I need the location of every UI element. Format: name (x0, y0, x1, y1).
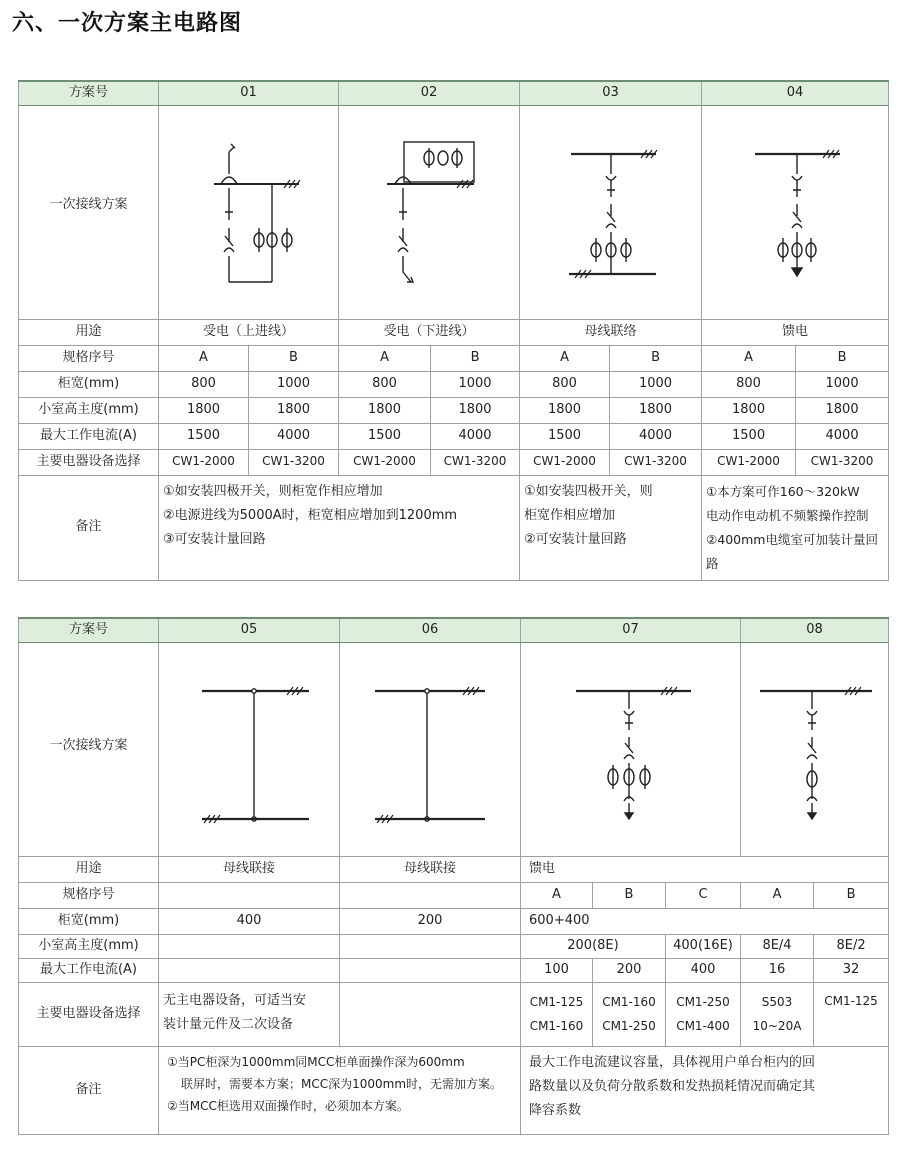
current-cell: 1500 (520, 423, 610, 449)
spec-cell: B (249, 345, 339, 371)
device-line: S503 (761, 995, 793, 1009)
note-line: 联屏时，需要本方案；MCC深为1000mm时，无需加方案。 (181, 1076, 503, 1091)
usage-cell: 母线联络 (520, 319, 702, 345)
current-cell: 4000 (796, 423, 889, 449)
scheme-number: 06 (340, 618, 521, 642)
width-cell: 200 (340, 908, 521, 934)
note-line: 降容系数 (529, 1102, 582, 1118)
width-cell: 800 (702, 371, 796, 397)
usage-cell: 母线联接 (159, 856, 340, 882)
circuit-02-svg (369, 132, 489, 292)
current-cell: 4000 (610, 423, 702, 449)
width-cell: 1000 (610, 371, 702, 397)
circuit-diagram-02 (339, 105, 520, 319)
height-cell: 200(8E) (521, 934, 666, 958)
note-line: ②当MCC柜选用双面操作时，必须加本方案。 (167, 1098, 409, 1113)
spec-cell: A (741, 882, 814, 908)
note-line: ①本方案可作160～320kW (706, 483, 860, 499)
height-label: 小室高主度(mm) (19, 397, 159, 423)
device-cell: CW1-3200 (431, 449, 520, 475)
spec-cell: B (814, 882, 889, 908)
device-cell: CW1-2000 (520, 449, 610, 475)
circuit-06-svg (365, 669, 495, 829)
note-cell-03 (520, 475, 702, 580)
device-line: CM1-160 (529, 1019, 584, 1033)
wiring-label: 一次接线方案 (19, 105, 159, 319)
circuit-diagram-01 (159, 105, 339, 319)
scheme-number: 07 (521, 618, 741, 642)
circuit-diagram-04 (702, 105, 889, 319)
device-line: CM1-160 (602, 995, 656, 1009)
header-label: 方案号 (19, 81, 159, 105)
current-cell: 16 (741, 958, 814, 982)
note-line: ③可安装计量回路 (163, 531, 266, 547)
height-cell: 1800 (159, 397, 249, 423)
scheme-number: 03 (520, 81, 702, 105)
height-cell-empty (340, 934, 521, 958)
spec-cell: A (702, 345, 796, 371)
current-cell: 4000 (431, 423, 520, 449)
spec-label: 规格序号 (19, 882, 159, 908)
circuit-diagram-08 (741, 642, 889, 856)
current-cell: 400 (666, 958, 741, 982)
device-label: 主要电器设备选择 (19, 449, 159, 475)
device-cell (741, 982, 814, 1046)
header-label: 方案号 (19, 618, 159, 642)
device-cell: CW1-3200 (796, 449, 889, 475)
scheme-table-2 (18, 617, 889, 1135)
device-cell: CW1-3200 (610, 449, 702, 475)
height-cell: 1800 (339, 397, 431, 423)
note-label: 备注 (19, 1046, 159, 1134)
height-cell: 1800 (610, 397, 702, 423)
scheme-number: 04 (702, 81, 889, 105)
circuit-diagram-05 (159, 642, 340, 856)
height-cell: 1800 (249, 397, 339, 423)
circuit-04-svg (735, 132, 855, 292)
device-cell: CW1-2000 (159, 449, 249, 475)
device-cell (666, 982, 741, 1046)
device-label: 主要电器设备选择 (19, 982, 159, 1046)
usage-label: 用途 (19, 856, 159, 882)
current-cell: 1500 (702, 423, 796, 449)
spec-cell: B (796, 345, 889, 371)
note-line: ②可安装计量回路 (524, 531, 627, 547)
width-cell: 1000 (431, 371, 520, 397)
scheme-table-1 (18, 80, 889, 581)
note-cell-04 (702, 475, 889, 580)
usage-label: 用途 (19, 319, 159, 345)
usage-cell: 馈电 (521, 856, 889, 882)
spec-cell: B (593, 882, 666, 908)
current-cell: 100 (521, 958, 593, 982)
spec-cell: B (431, 345, 520, 371)
note-line: ①当PC柜深为1000mm同MCC柜单面操作深为600mm (167, 1054, 465, 1069)
device-cell-empty (340, 982, 521, 1046)
device-line: CM1-250 (602, 1019, 656, 1033)
scheme-number: 02 (339, 81, 520, 105)
current-label: 最大工作电流(A) (19, 958, 159, 982)
device-line: CM1-250 (676, 995, 730, 1009)
note-cell-07-08 (521, 1046, 889, 1134)
device-cell: CW1-2000 (702, 449, 796, 475)
scheme-number: 05 (159, 618, 340, 642)
width-label: 柜宽(mm) (19, 371, 159, 397)
spec-cell: B (610, 345, 702, 371)
device-cell: CW1-3200 (249, 449, 339, 475)
scheme-number: 08 (741, 618, 889, 642)
wiring-label: 一次接线方案 (19, 642, 159, 856)
spec-cell: A (520, 345, 610, 371)
circuit-08-svg (750, 669, 880, 829)
current-label: 最大工作电流(A) (19, 423, 159, 449)
spec-cell-empty (340, 882, 521, 908)
current-cell: 1500 (159, 423, 249, 449)
current-cell: 200 (593, 958, 666, 982)
circuit-01-svg (189, 132, 309, 292)
circuit-diagram-03 (520, 105, 702, 319)
current-cell-empty (159, 958, 340, 982)
device-cell: CW1-2000 (339, 449, 431, 475)
width-cell: 1000 (796, 371, 889, 397)
circuit-diagram-06 (340, 642, 521, 856)
note-line: ①如安装四极开关，则柜宽作相应增加 (163, 483, 383, 499)
usage-cell: 受电（下进线） (339, 319, 520, 345)
height-cell: 1800 (796, 397, 889, 423)
width-cell: 600+400 (521, 908, 889, 934)
width-label: 柜宽(mm) (19, 908, 159, 934)
device-cell (521, 982, 593, 1046)
note-cell-01-02 (159, 475, 520, 580)
circuit-03-svg (551, 132, 671, 292)
current-cell: 1500 (339, 423, 431, 449)
device-line: 10~20A (752, 1019, 802, 1033)
spec-cell: C (666, 882, 741, 908)
spec-cell: A (159, 345, 249, 371)
device-main-cell (159, 982, 340, 1046)
usage-cell: 受电（上进线） (159, 319, 339, 345)
current-cell-empty (340, 958, 521, 982)
device-line: CM1-125 (824, 993, 878, 1008)
usage-cell: 馈电 (702, 319, 889, 345)
width-cell: 800 (159, 371, 249, 397)
note-line: 最大工作电流建议容量，具体视用户单台柜内的回 (529, 1054, 816, 1070)
usage-cell: 母线联接 (340, 856, 521, 882)
device-line: CM1-125 (529, 995, 584, 1009)
device-line: CM1-400 (676, 1019, 730, 1033)
note-line: 路数量以及负荷分散系数和发热损耗情况而确定其 (529, 1078, 816, 1094)
device-cell (814, 982, 889, 1046)
device-main-line: 装计量元件及二次设备 (163, 1016, 294, 1032)
height-cell: 1800 (520, 397, 610, 423)
device-cell (593, 982, 666, 1046)
device-main-line: 无主电器设备，可适当安 (163, 992, 307, 1008)
spec-cell: A (521, 882, 593, 908)
note-cell-05-06 (159, 1046, 521, 1134)
circuit-05-svg (184, 669, 314, 829)
spec-cell-empty (159, 882, 340, 908)
circuit-07-svg (561, 669, 701, 829)
width-cell: 1000 (249, 371, 339, 397)
width-cell: 800 (520, 371, 610, 397)
note-line: ②电源进线为5000A时，柜宽相应增加到1200mm (163, 507, 458, 523)
height-cell: 8E/2 (814, 934, 889, 958)
scheme-number: 01 (159, 81, 339, 105)
current-cell: 4000 (249, 423, 339, 449)
spec-cell: A (339, 345, 431, 371)
note-line: 柜宽作相应增加 (524, 507, 616, 523)
height-label: 小室高主度(mm) (19, 934, 159, 958)
note-label: 备注 (19, 475, 159, 580)
current-cell: 32 (814, 958, 889, 982)
note-line: ①如安装四极开关，则 (524, 483, 653, 499)
width-cell: 400 (159, 908, 340, 934)
height-cell: 1800 (702, 397, 796, 423)
width-cell: 800 (339, 371, 431, 397)
note-line: 电动作电动机不频繁操作控制 (706, 507, 869, 523)
page-title: 六、一次方案主电路图 (12, 11, 243, 36)
circuit-diagram-07 (521, 642, 741, 856)
note-line: ②400mm电缆室可加装计量回路 (706, 531, 878, 571)
height-cell: 8E/4 (741, 934, 814, 958)
height-cell: 400(16E) (666, 934, 741, 958)
height-cell: 1800 (431, 397, 520, 423)
spec-label: 规格序号 (19, 345, 159, 371)
height-cell-empty (159, 934, 340, 958)
